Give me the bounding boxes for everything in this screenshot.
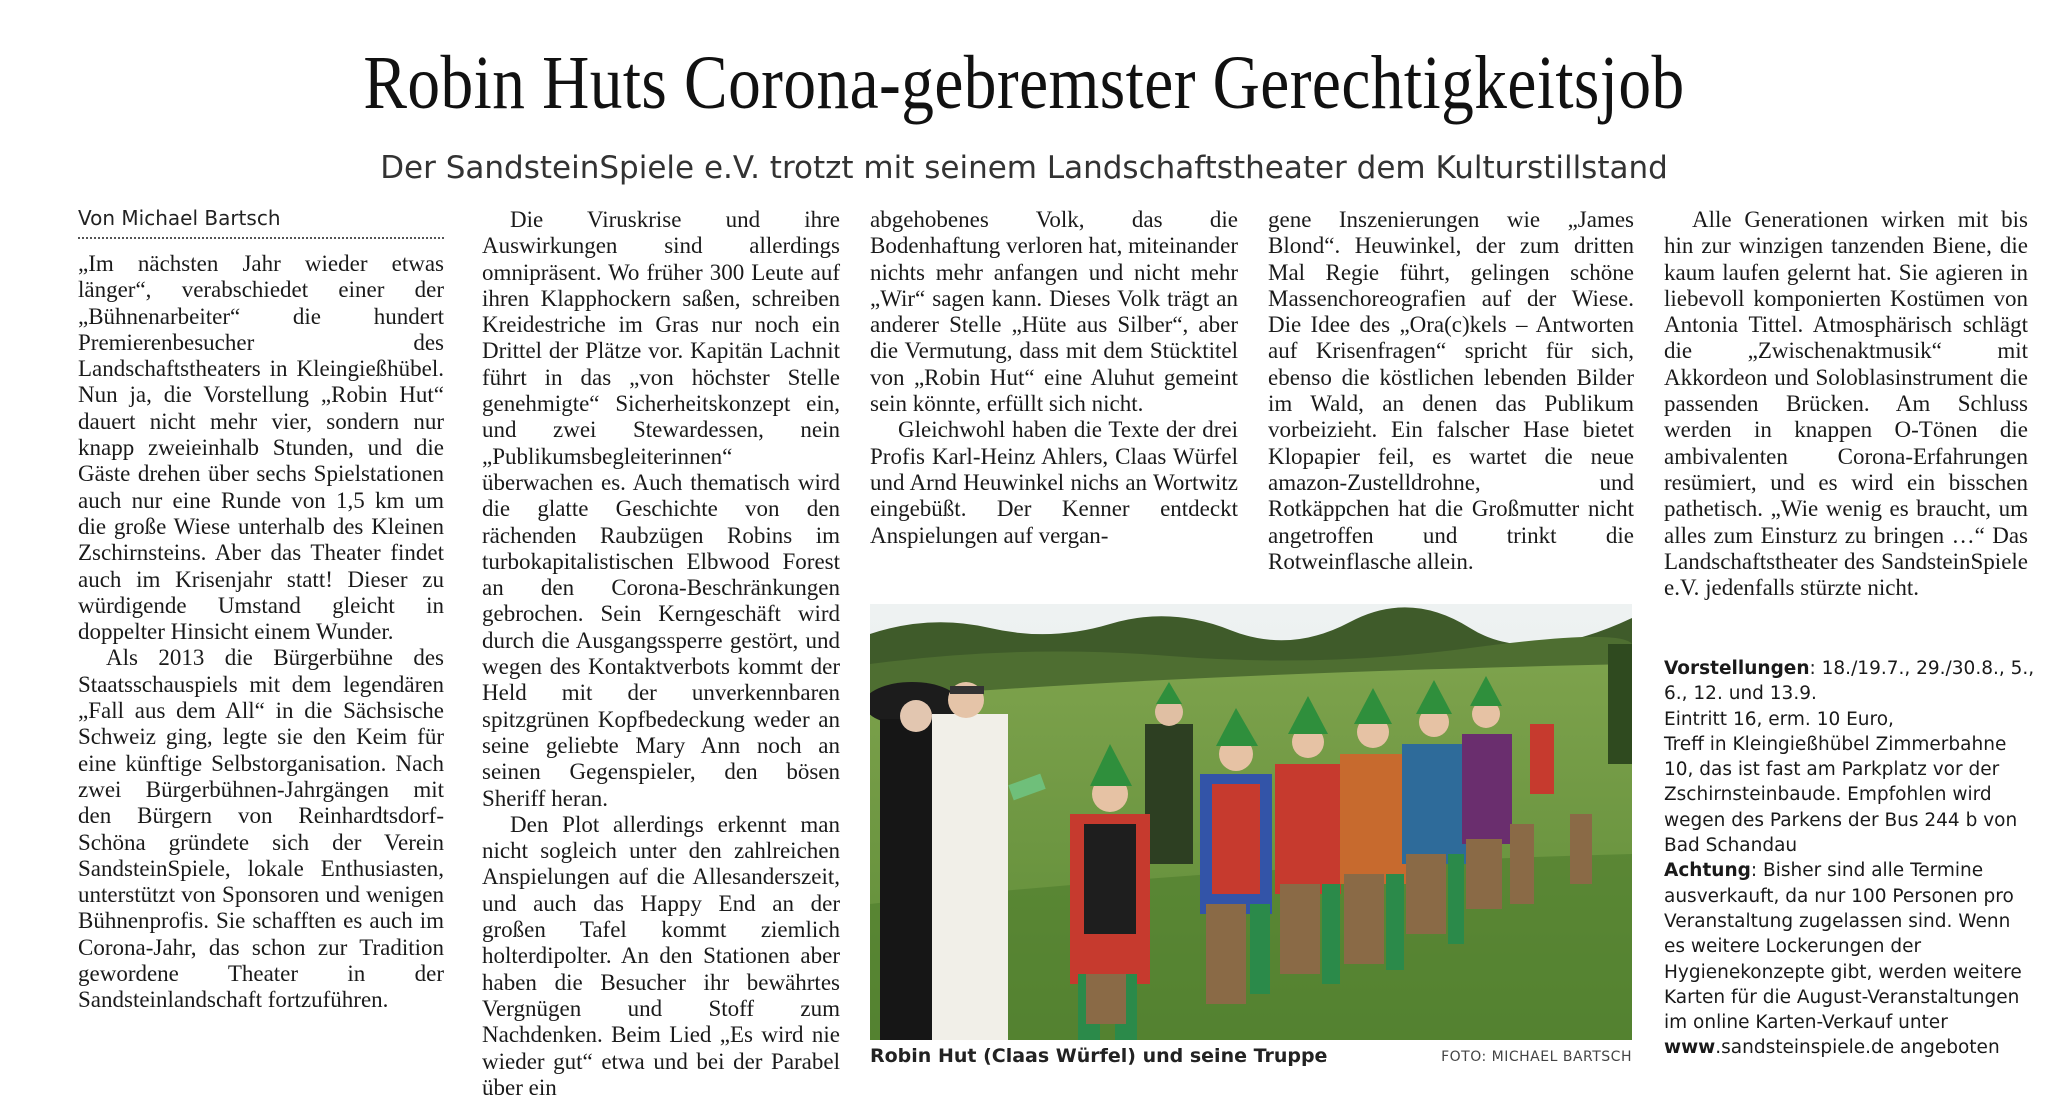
entry-price: Eintritt 16, erm. 10 Euro, [1664, 708, 1894, 730]
article-column-4 [1268, 207, 1634, 575]
paragraph: Als 2013 die Bürgerbühne des Staatsschauspiels mit dem legendären „Fall aus dem All“ in die Sächsische Schweiz ging, legte sie den Keim für eine künftige Selbstorganisation. Nach zwei Bürgerbühnen-Jahrgängen mit den Bürgern von Reinhardtsdorf-Schöna gründete sich der Verein SandsteinSpiele, lokale Enthusiasten, unterstützt von Sponsoren und wenigen Bühnenprofis. Sie schafften es auch im Corona-Jahr, das schon zur Tradition gewordene Theater in der Sandsteinlandschaft fortzuführen. [78, 645, 444, 1013]
paragraph: Alle Generationen wirken mit bis hin zur winzigen tanzenden Biene, die kaum laufen gelernt hat. Sie agieren in liebevoll komponierten Kostümen von Antonia Tittel. Atmosphärisch schlägt die „Zwischenaktmusik“ mit Akkordeon und Soloblasinstrument die passenden Brücken. Am Schluss werden in knappen O-Tönen die ambivalenten Corona-Erfahrungen resümiert, und es wird ein bisschen pathetisch. „Wie wenig es braucht, um alles zum Einsturz zu bringen …“ Das Landschaftstheater des SandsteinSpiele e.V. jedenfalls stürzte nicht. [1664, 207, 2028, 601]
meeting-point: Treff in Kleingießhübel Zimmerbahne 10, das ist fast am Parkplatz vor der Zschirnsteinbaude. Empfohlen wird wegen des Parkens der Bus 244 b von Bad Schandau [1664, 733, 2018, 857]
paragraph: gene Inszenierungen wie „James Blond“. Heuwinkel, der zum dritten Mal Regie führt, gelingen schöne Massenchoreografien auf der Wiese. Die Idee des „Ora(c)kels – Antworten auf Krisenfragen“ spricht für sich, ebenso die köstlichen lebenden Bilder im Wald, an denen das Publikum vorbeizieht. Ein falscher Hase bietet Klopapier feil, es wartet die neue amazon-Zustelldrohne, und Rotkäppchen hat die Großmutter nicht angetroffen und trinkt die Rotweinflasche allein. [1268, 207, 1634, 574]
performances-label: Vorstellungen [1664, 658, 1810, 679]
attention-text: : Bisher sind alle Termine ausverkauft, da nur 100 Personen pro Veranstaltung zugelassen sind. Wenn es weitere Lockerungen der Hygienekonzepte gibt, werden weitere Karten für die August-Veranstaltungen im online Karten-Verkauf unter [1664, 860, 2022, 1034]
photo-illustration [870, 604, 1632, 1040]
website-line [1664, 1035, 2036, 1060]
website-rest: .sandsteinspiele.de angeboten [1715, 1037, 2000, 1059]
caption-text: Robin Hut (Claas Würfel) und seine Truppe [870, 1045, 1328, 1067]
article-column-1 [78, 205, 444, 1014]
performances-dates: : 18./19.7., 29./30.8., 5., 6., 12. und 13.9. [1664, 658, 2035, 705]
paragraph: Den Plot allerdings erkennt man nicht sogleich unter den zahlreichen Anspielungen auf die Allesanderszeit, und auch das Happy End an der großen Tafel kommt ziemlich holterdipolter. An den Stationen aber haben die Besucher ihr bewährtes Vergnügen und Stoff zum Nachdenken. Beim Lied „Es wird nie wieder gut“ etwa und bei der Parabel über ein [482, 811, 840, 1100]
attention-line [1664, 858, 2036, 1035]
photo-caption [870, 1045, 1632, 1073]
byline: Von Michael Bartsch [78, 205, 444, 239]
article-photo [870, 604, 1632, 1040]
article-column-5 [1664, 207, 2028, 601]
paragraph: Gleichwohl haben die Texte der drei Profis Karl-Heinz Ahlers, Claas Würfel und Arnd Heuwinkel nichs an Wortwitz eingebüßt. Der Kenner entdeckt Anspielungen auf vergan- [870, 417, 1238, 548]
performances-line [1664, 656, 2036, 707]
article-column-2 [482, 207, 840, 1101]
paragraph: Die Viruskrise und ihre Auswirkungen sind allerdings omnipräsent. Wo früher 300 Leute auf ihren Klapphockern saßen, schreiben Kreidestriche im Gras nur noch ein Drittel der Plätze vor. Kapitän Lachnit führt in das „von höchster Stelle genehmigte“ Sicherheitskonzept ein, und zwei Stewardessen, nein „Publikumsbegleiterinnen“ überwachen es. Auch thematisch wird die glatte Geschichte von den rächenden Raubzügen Robins im turbokapitalistischen Elbwood Forest an den Corona-Beschränkungen gebrochen. Sein Kerngeschäft wird durch die Ausgangssperre gestört, und wegen des Kontaktverbots kommt der Held mit der unverkennbaren spitzgrünen Kopfbedeckung weder an seine geliebte Mary Ann noch an seinen Gegenspieler, den bösen Sheriff heran. [482, 207, 840, 811]
attention-label: Achtung [1664, 860, 1751, 882]
paragraph: „Im nächsten Jahr wieder etwas länger“, verabschiedet einer der „Bühnenarbeiter“ die hundert Premierenbesucher des Landschaftstheaters in Kleingießhübel. Nun ja, die Vorstellung „Robin Hut“ dauert nicht mehr vier, sondern nur knapp zweieinhalb Stunden, und die Gäste drehen über sechs Spielstationen auch nur eine Runde von 1,5 km um die große Wiese unterhalb des Kleinen Zschirnsteins. Aber das Theater findet auch im Krisenjahr statt! Dieser zu würdigende Umstand gleicht in doppelter Hinsicht einem Wunder. [78, 251, 444, 645]
paragraph: abgehobenes Volk, das die Bodenhaftung verloren hat, miteinander nichts mehr anfangen und nicht mehr „Wir“ sagen kann. Dieses Volk trägt an anderer Stelle „Hüte aus Silber“, aber die Vermutung, dass mit dem Stücktitel von „Robin Hut“ eine Aluhut gemeint sein könnte, erfüllt sich nicht. [870, 207, 1238, 417]
headline: Robin Huts Corona-gebremster Gerechtigkeitsjob [363, 41, 1685, 125]
info-box [1664, 656, 2036, 1061]
article-column-3 [870, 207, 1238, 549]
photo-credit: FOTO: MICHAEL BARTSCH [1441, 1049, 1632, 1065]
website-www: www [1664, 1037, 1716, 1059]
subheadline: Der SandsteinSpiele e.V. trotzt mit seinem Landschaftstheater dem Kulturstillstand [380, 150, 1668, 186]
